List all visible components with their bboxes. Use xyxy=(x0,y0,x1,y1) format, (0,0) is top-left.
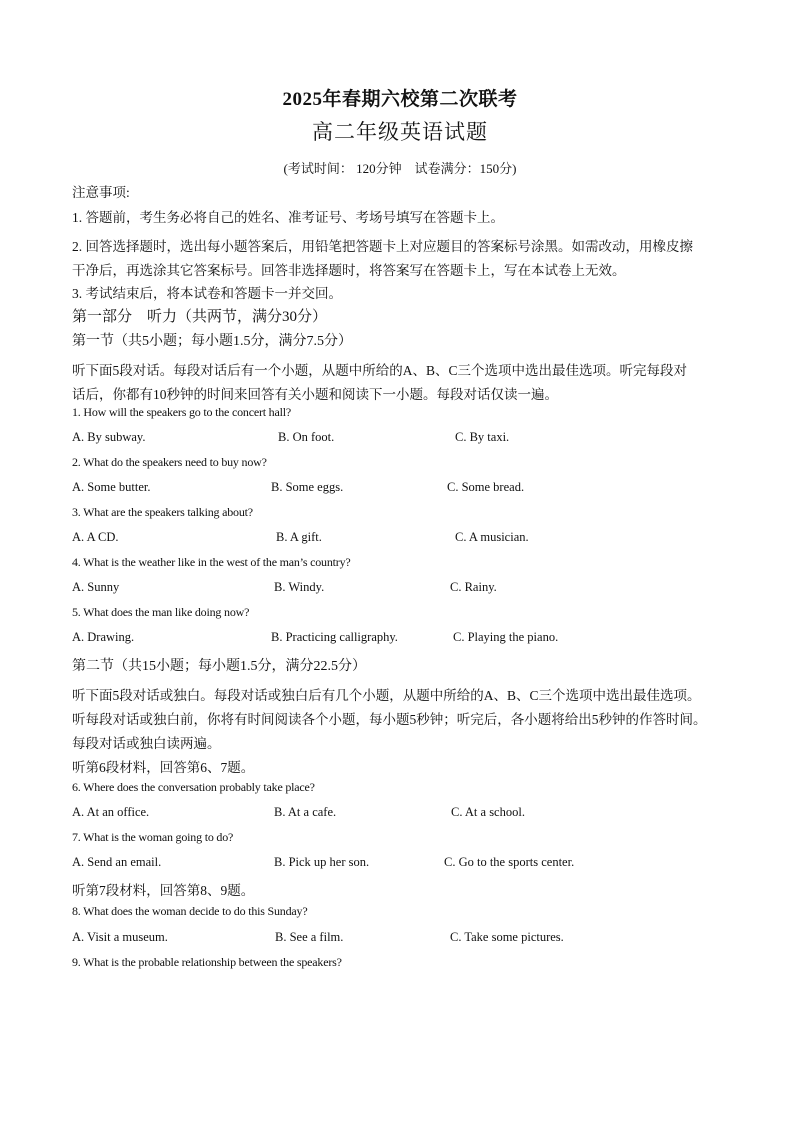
q5-option-b: B. Practicing calligraphy. xyxy=(271,630,398,644)
question-2: 2. What do the speakers need to buy now? xyxy=(72,455,267,469)
q2-option-a: A. Some butter. xyxy=(72,480,151,494)
q5-option-a: A. Drawing. xyxy=(72,630,135,644)
q1-option-a: A. By subway. xyxy=(72,430,146,444)
question-1: 1. How will the speakers go to the concert hall? xyxy=(72,405,291,419)
q4-option-b: B. Windy. xyxy=(274,580,325,594)
q7-option-c: C. Go to the sports center. xyxy=(444,855,575,869)
q6-option-a: A. At an office. xyxy=(72,805,150,819)
q8-option-c: C. Take some pictures. xyxy=(450,930,564,944)
q3-option-b: B. A gift. xyxy=(276,530,322,544)
notice-item-1: 1. 答题前，考生务必将自己的姓名、准考证号、考场号填写在答题卡上。 xyxy=(72,210,504,225)
q2-option-c: C. Some bread. xyxy=(447,480,525,494)
q5-option-c: C. Playing the piano. xyxy=(453,630,559,644)
q4-option-a: A. Sunny xyxy=(72,580,120,594)
question-3: 3. What are the speakers talking about? xyxy=(72,505,253,519)
q7-option-b: B. Pick up her son. xyxy=(274,855,370,869)
q3-option-a: A. A CD. xyxy=(72,530,119,544)
question-7: 7. What is the woman going to do? xyxy=(72,830,234,844)
part1-heading: 第一部分 听力（共两节，满分30分） xyxy=(72,309,328,325)
section2-instruction-line-2: 听每段对话或独白前，你将有时间阅读各个小题，每小题5秒钟；听完后，各小题将给出5秒钟的作答时间。 xyxy=(72,712,707,727)
section1-instruction-line-1: 听下面5段对话。每段对话后有一个小题，从题中所给的A、B、C三个选项中选出最佳选项。听完每段对 xyxy=(72,363,688,378)
question-5: 5. What does the man like doing now? xyxy=(72,605,250,619)
section2-heading: 第二节（共15小题；每小题1.5分，满分22.5分） xyxy=(72,659,366,674)
q8-option-a: A. Visit a museum. xyxy=(72,930,168,944)
q3-option-c: C. A musician. xyxy=(455,530,529,544)
section2-instruction-line-3: 每段对话或独白读两遍。 xyxy=(72,736,221,751)
notice-heading: 注意事项: xyxy=(72,185,130,200)
q7-option-a: A. Send an email. xyxy=(72,855,162,869)
exam-subtitle: 高二年级英语试题 xyxy=(312,120,488,144)
q1-option-c: C. By taxi. xyxy=(455,430,510,444)
question-6: 6. Where does the conversation probably take place? xyxy=(72,780,315,794)
notice-item-3: 3. 考试结束后，将本试卷和答题卡一并交回。 xyxy=(72,286,342,301)
q4-option-c: C. Rainy. xyxy=(450,580,497,594)
material-7-intro: 听第7段材料，回答第8、9题。 xyxy=(72,883,255,898)
q8-option-b: B. See a film. xyxy=(275,930,344,944)
question-9: 9. What is the probable relationship between the speakers? xyxy=(72,955,342,969)
section1-heading: 第一节（共5小题；每小题1.5分，满分7.5分） xyxy=(72,334,352,349)
question-4: 4. What is the weather like in the west of the man’s country? xyxy=(72,555,351,569)
section1-instruction-line-2: 话后，你都有10秒钟的时间来回答有关小题和阅读下一小题。每段对话仅读一遍。 xyxy=(72,387,558,402)
q2-option-b: B. Some eggs. xyxy=(271,480,344,494)
exam-info: (考试时间： 120分钟 试卷满分：150分) xyxy=(283,161,517,176)
q6-option-c: C. At a school. xyxy=(451,805,525,819)
q6-option-b: B. At a cafe. xyxy=(274,805,337,819)
notice-item-2-line-1: 2. 回答选择题时，选出每小题答案后，用铅笔把答题卡上对应题目的答案标号涂黑。如需改动，用橡皮擦 xyxy=(72,239,693,254)
notice-item-2-line-2: 干净后，再选涂其它答案标号。回答非选择题时，将答案写在答题卡上，写在本试卷上无效。 xyxy=(72,263,626,278)
section2-instruction-line-1: 听下面5段对话或独白。每段对话或独白后有几个小题，从题中所给的A、B、C三个选项中选出最佳选项。 xyxy=(72,688,701,703)
question-8: 8. What does the woman decide to do this Sunday? xyxy=(72,904,308,918)
material-6-intro: 听第6段材料，回答第6、7题。 xyxy=(72,760,255,775)
q1-option-b: B. On foot. xyxy=(278,430,335,444)
exam-title: 2025年春期六校第二次联考 xyxy=(282,89,518,110)
